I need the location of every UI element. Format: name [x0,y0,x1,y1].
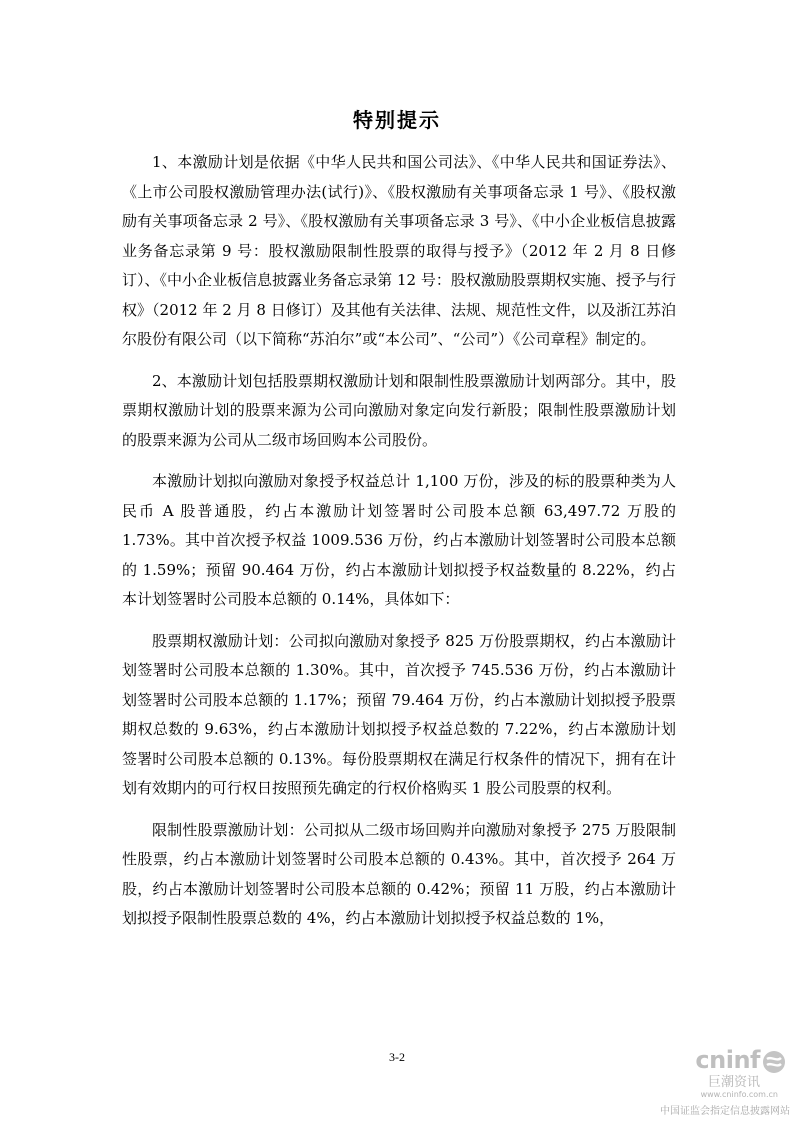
cninfo-logo-icon [762,1050,786,1074]
paragraph-2: 2、本激励计划包括股票期权激励计划和限制性股票激励计划两部分。其中，股票期权激励计划的股票来源为公司向激励对象定向发行新股；限制性股票激励计划的股票来源为公司从二级市场回购本公司股份。 [122,371,676,449]
paragraph-3: 本激励计划拟向激励对象授予权益总计 1,100 万份，涉及的标的股票种类为人民币 A 股普通股，约占本激励计划签署时公司股本总额 63,497.72 万股的 1.73%。其中首次授予权益 1009.536 万份，约占本激励计划签署时公司股本总额的 1.59%；预留 90.464 万份，约占本激励计划拟授予权益数量的 8.22%，约占本计划签署时公司股本总额的 0.14%，具体如下： [122,472,676,608]
page-title: 特别提示 [353,108,441,132]
watermark-subtitle: 中国证监会指定信息披露网站 [660,1106,790,1117]
document-body [122,148,676,946]
watermark-url: www.cninfo.com.cn [700,1090,778,1099]
paragraph-4: 股票期权激励计划：公司拟向激励对象授予 825 万份股票期权，约占本激励计划签署时公司股本总额的 1.30%。其中，首次授予 745.536 万份，约占本激励计划签署时公司股本总额的 1.17%；预留 79.464 万份，约占本激励计划拟授予股票期权总数的 9.63%，约占本激励计划拟授予权益总数的 7.22%，约占本激励计划签署时公司股本总额的 0.13%。每份股票期权在满足行权条件的情况下，拥有在计划有效期内的可行权日按照预先确定的行权价格购买 1 股公司股票的权利。 [122,631,676,797]
cninfo-watermark [650,1046,790,1120]
watermark-brand-cn: 巨潮资讯 [707,1075,760,1090]
paragraph-5: 限制性股票激励计划：公司拟从二级市场回购并向激励对象授予 275 万股限制性股票，约占本激励计划签署时公司股本总额的 0.43%。其中，首次授予 264 万股，约占本激励计划签署时公司股本总额的 0.42%；预留 11 万股，约占本激励计划拟授予限制性股票总数的 4%，约占本激励计划拟授予权益总数的 1%， [122,820,676,927]
page-number: 3-2 [389,1050,405,1064]
paragraph-1: 1、本激励计划是依据《中华人民共和国公司法》、《中华人民共和国证券法》、《上市公司股权激励管理办法(试行)》、《股权激励有关事项备忘录 1 号》、《股权激励有关事项备忘录 2 号》、《股权激励有关事项备忘录 3 号》、《中小企业板信息披露业务备忘录第 9 号：股权激励限制性股票的取得与授予》（2012 年 2 月 8 日修订）、《中小企业板信息披露业务备忘录第 12 号：股权激励股票期权实施、授予与行权》（2012 年 2 月 8 日修订）及其他有关法律、法规、规范性文件，以及浙江苏泊尔股份有限公司（以下简称“苏泊尔”或“本公司”、“公司”）《公司章程》制定的。 [122,153,676,348]
watermark-brand: cninf [695,1046,760,1074]
